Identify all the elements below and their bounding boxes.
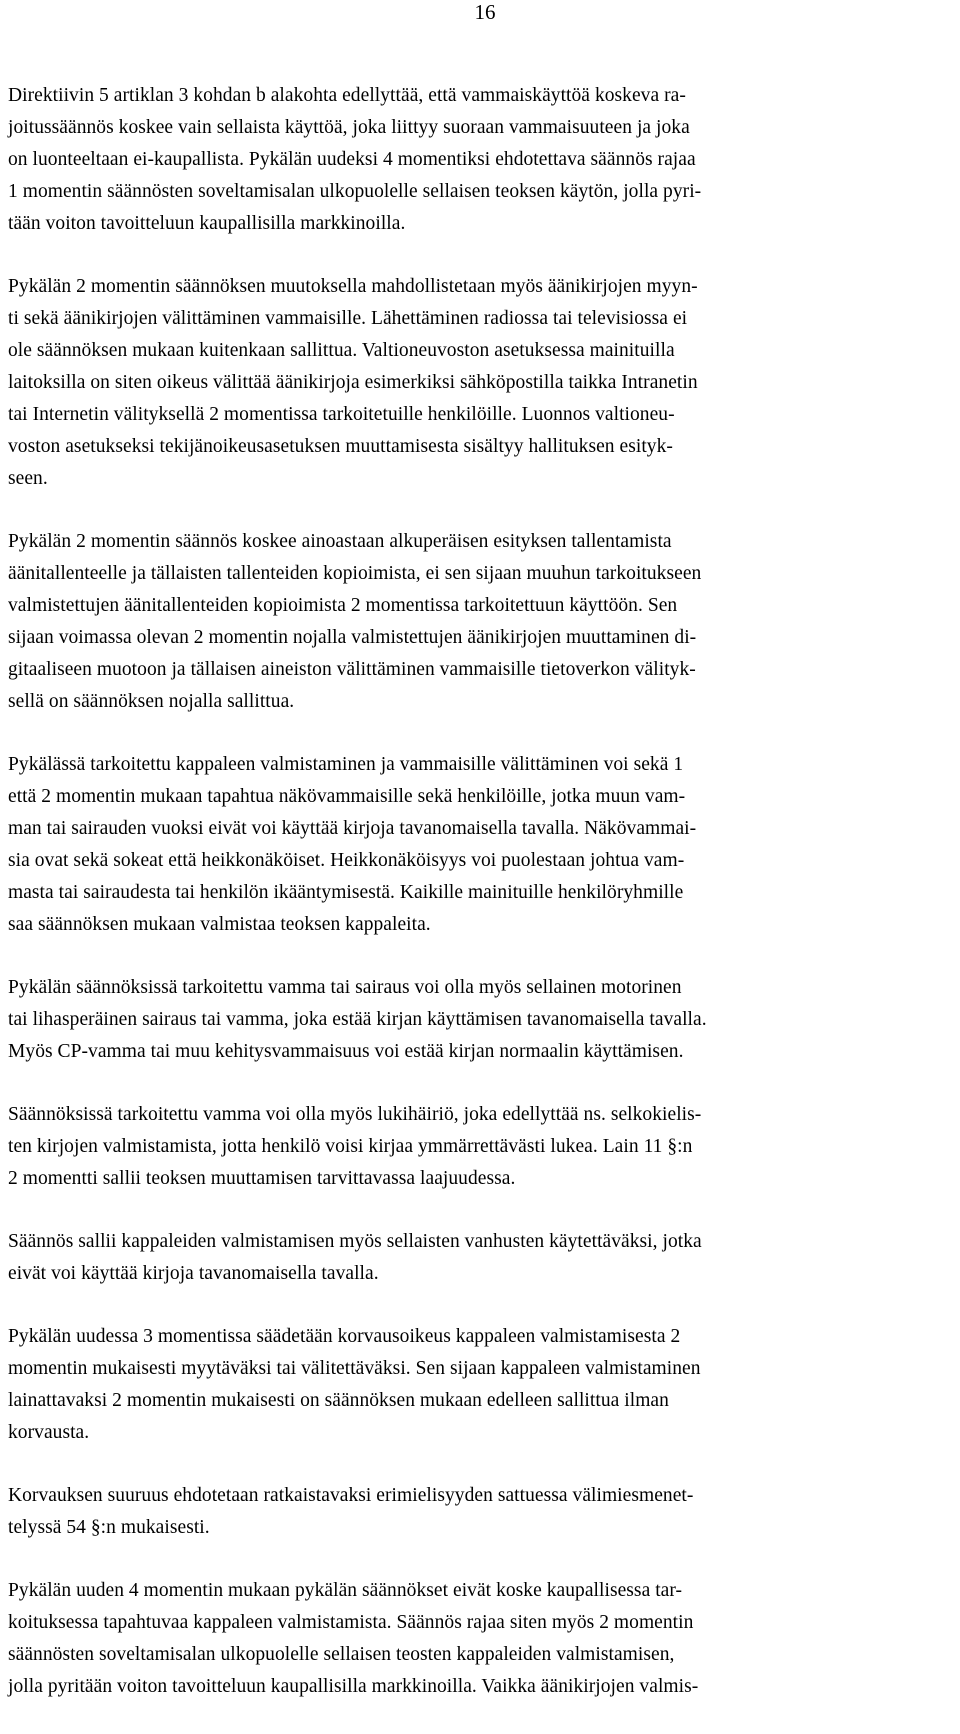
text-line: Myös CP-vamma tai muu kehitysvammaisuus voi estää kirjan normaalin käyttämisen. [8,1041,684,1062]
text-line: voston asetukseksi tekijänoikeusasetuksen muuttamisesta sisältyy hallituksen esityk- [8,436,673,457]
paragraph [8,1480,948,1544]
text-line: Pykälän uudessa 3 momentissa säädetään korvausoikeus kappaleen valmistamisesta 2 [8,1326,681,1347]
text-line: Pykälän 2 momentin säännös koskee ainoastaan alkuperäisen esityksen tallentamista [8,531,672,552]
text-line: eivät voi käyttää kirjoja tavanomaisella tavalla. [8,1263,379,1284]
text-line: Direktiivin 5 artiklan 3 kohdan b alakohta edellyttää, että vammaiskäyttöä koskeva ra- [8,85,686,106]
text-line: saa säännöksen mukaan valmistaa teoksen kappaleita. [8,914,431,935]
text-line: koituksessa tapahtuvaa kappaleen valmistamista. Säännös rajaa siten myös 2 momentin [8,1612,694,1633]
text-line: että 2 momentin mukaan tapahtua näkövammaisille sekä henkilöille, jotka muun vam- [8,786,686,807]
text-line: seen. [8,468,48,489]
text-line: gitaaliseen muotoon ja tällaisen aineiston välittäminen vammaisille tietoverkon välityk- [8,659,696,680]
text-line: joitussäännös koskee vain sellaista käyttöä, joka liittyy suoraan vammaisuuteen ja joka [8,117,690,138]
text-line: masta tai sairaudesta tai henkilön ikääntymisestä. Kaikille mainituille henkilöryhmille [8,882,684,903]
text-line: Pykälässä tarkoitettu kappaleen valmistaminen ja vammaisille välittäminen voi sekä 1 [8,754,684,775]
text-line: Säännöksissä tarkoitettu vamma voi olla myös lukihäiriö, joka edellyttää ns. selkokielis- [8,1104,702,1125]
text-line: Pykälän säännöksissä tarkoitettu vamma tai sairaus voi olla myös sellainen motorinen [8,977,682,998]
document-body [8,80,948,1734]
page-number: 16 [474,0,496,24]
paragraph [8,1226,948,1290]
text-line: 1 momentin säännösten soveltamisalan ulkopuolelle sellaisen teoksen käytön, jolla pyri- [8,181,702,202]
text-line: sellä on säännöksen nojalla sallittua. [8,691,295,712]
text-line: man tai sairauden vuoksi eivät voi käyttää kirjoja tavanomaisella tavalla. Näkövammai- [8,818,697,839]
text-line: sia ovat sekä sokeat että heikkonäköiset. Heikkonäköisyys voi puolestaan johtua vam- [8,850,685,871]
text-line: tään voiton tavoitteluun kaupallisilla markkinoilla. [8,213,406,234]
text-line: Pykälän 2 momentin säännöksen muutoksella mahdollistetaan myös äänikirjojen myyn- [8,276,698,297]
text-line: ole säännöksen mukaan kuitenkaan sallittua. Valtioneuvoston asetuksessa mainituilla [8,340,675,361]
text-line: momentin mukaisesti myytäväksi tai välitettäväksi. Sen sijaan kappaleen valmistaminen [8,1358,701,1379]
paragraph [8,80,948,240]
paragraph [8,271,948,495]
text-line: lainattavaksi 2 momentin mukaisesti on säännöksen mukaan edelleen sallittua ilman [8,1390,669,1411]
paragraph [8,1099,948,1195]
text-line: laitoksilla on siten oikeus välittää äänikirjoja esimerkiksi sähköpostilla taikka Intranetin [8,372,698,393]
text-line: sijaan voimassa olevan 2 momentin nojalla valmistettujen äänikirjojen muuttaminen di- [8,627,697,648]
text-line: äänitallenteelle ja tällaisten tallenteiden kopioimista, ei sen sijaan muuhun tarkoitukseen [8,563,702,584]
text-line: 2 momentti sallii teoksen muuttamisen tarvittavassa laajuudessa. [8,1168,516,1189]
text-line: Säännös sallii kappaleiden valmistamisen myös sellaisten vanhusten käytettäväksi, jotka [8,1231,702,1252]
text-line: Korvauksen suuruus ehdotetaan ratkaistavaksi erimielisyyden sattuessa välimiesmenet- [8,1485,694,1506]
text-line: säännösten soveltamisalan ulkopuolelle sellaisen teosten kappaleiden valmistamisen, [8,1644,675,1665]
paragraph [8,749,948,941]
paragraph [8,1321,948,1449]
paragraph [8,526,948,718]
text-line: on luonteeltaan ei-kaupallista. Pykälän uudeksi 4 momentiksi ehdotettava säännös rajaa [8,149,696,170]
text-line: tai lihasperäinen sairaus tai vamma, joka estää kirjan käyttämisen tavanomaisella tavalla. [8,1009,707,1030]
text-line: Pykälän uuden 4 momentin mukaan pykälän säännökset eivät koske kaupallisessa tar- [8,1580,683,1601]
text-line: jolla pyritään voiton tavoitteluun kaupallisilla markkinoilla. Vaikka äänikirjojen valmis- [8,1676,699,1697]
paragraph [8,972,948,1068]
text-line: valmistettujen äänitallenteiden kopioimista 2 momentissa tarkoitettuun käyttöön. Sen [8,595,678,616]
text-line: ten kirjojen valmistamista, jotta henkilö voisi kirjaa ymmärrettävästi lukea. Lain 11 §:n [8,1136,693,1157]
text-line: ti sekä äänikirjojen välittäminen vammaisille. Lähettäminen radiossa tai televisiossa ei [8,308,688,329]
text-line: telyssä 54 §:n mukaisesti. [8,1517,210,1538]
text-line: korvausta. [8,1422,90,1443]
paragraph [8,1575,948,1703]
text-line: tai Internetin välityksellä 2 momentissa tarkoitetuille henkilöille. Luonnos valtioneu- [8,404,675,425]
